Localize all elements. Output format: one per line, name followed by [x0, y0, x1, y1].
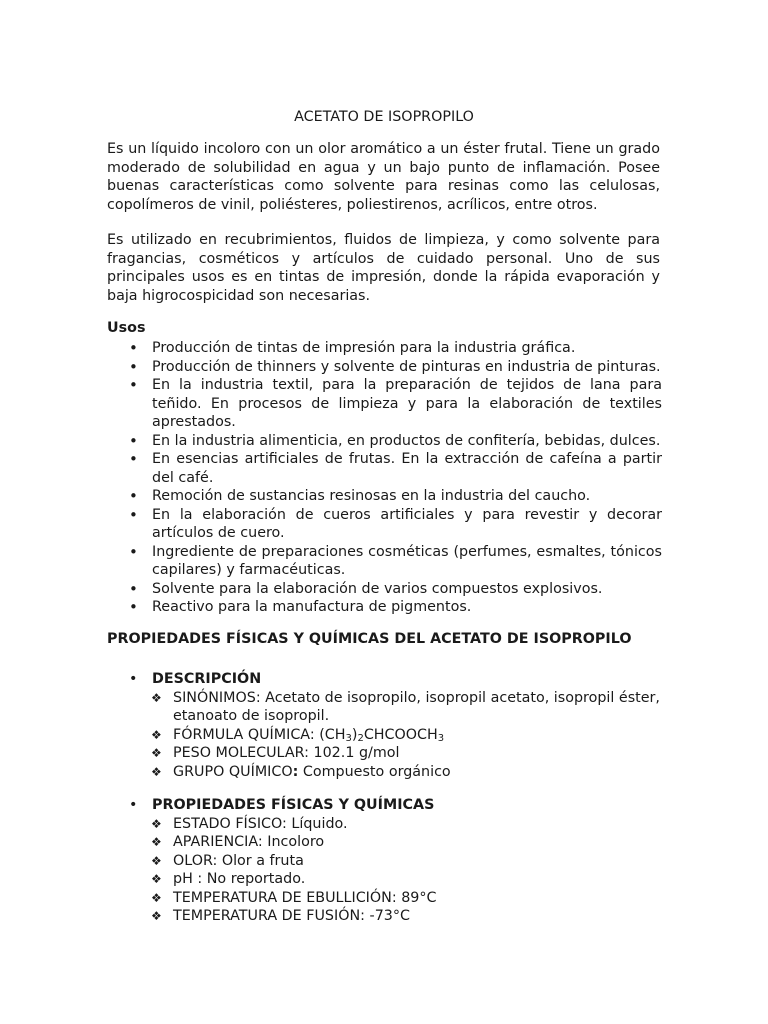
- list-item: • En la elaboración de cueros artificiales y para revestir y decorar artículos de cuero.: [107, 506, 662, 543]
- descripcion-title: • DESCRIPCIÓN: [107, 670, 662, 689]
- list-item: ❖ pH : No reportado.: [107, 870, 662, 889]
- formula-part: ): [351, 726, 358, 743]
- formula-item: [107, 726, 662, 745]
- list-item: • Remoción de sustancias resinosas en la industria del caucho.: [107, 487, 662, 506]
- fisicas-title: • PROPIEDADES FÍSICAS Y QUÍMICAS: [107, 796, 662, 815]
- list-item: • Reactivo para la manufactura de pigmentos.: [107, 598, 662, 617]
- formula-subscript: 2: [357, 732, 364, 744]
- intro-paragraph: Es un líquido incoloro con un olor aromático a un éster frutal. Tiene un grado moderado de solubilidad en agua y un bajo punto de inflamación. Posee buenas características como solvente para resinas como las celulosas, copolímeros de vinil, poliésteres, poliestirenos, acrílicos, entre otros.: [107, 141, 660, 213]
- formula-part: CHCOOCH: [363, 726, 438, 743]
- fisicas-list: [107, 815, 662, 926]
- formula-label: FÓRMULA QUÍMICA:: [173, 726, 320, 743]
- grupo-colon: :: [292, 763, 299, 780]
- grupo-label: GRUPO QUÍMICO: [173, 763, 293, 780]
- document-title: ACETATO DE ISOPROPILO: [294, 109, 474, 125]
- fisicas-section: [107, 796, 662, 926]
- list-item: • Producción de thinners y solvente de pinturas en industria de pinturas.: [107, 358, 662, 377]
- grupo-value: Compuesto orgánico: [298, 763, 451, 780]
- usage-paragraph: Es utilizado en recubrimientos, fluidos de limpieza, y como solvente para fragancias, cosméticos y artículos de cuidado personal. Uno de sus principales usos es en tintas de impresión, donde la rápida evaporación y baja higrocospicidad son necesarias.: [107, 232, 660, 304]
- list-item: • En esencias artificiales de frutas. En la extracción de cafeína a partir del café.: [107, 450, 662, 487]
- list-item: • Ingrediente de preparaciones cosméticas (perfumes, esmaltes, tónicos capilares) y farmacéuticas.: [107, 543, 662, 580]
- peso-item: ❖ PESO MOLECULAR: 102.1 g/mol: [107, 744, 662, 763]
- grupo-item: [107, 763, 662, 782]
- list-item: • En la industria alimenticia, en productos de confitería, bebidas, dulces.: [107, 432, 662, 451]
- sinonimos-item: ❖ SINÓNIMOS: Acetato de isopropilo, isopropil acetato, isopropil éster, etanoato de isopropil.: [107, 689, 662, 726]
- list-item: ❖ ESTADO FÍSICO: Líquido.: [107, 815, 662, 834]
- list-item: • Producción de tintas de impresión para la industria gráfica.: [107, 339, 662, 358]
- list-item: • Solvente para la elaboración de varios compuestos explosivos.: [107, 580, 662, 599]
- list-item: ❖ TEMPERATURA DE EBULLICIÓN: 89°C: [107, 889, 662, 908]
- descripcion-list: [107, 689, 662, 782]
- usos-heading: Usos: [107, 320, 146, 336]
- list-item: ❖ TEMPERATURA DE FUSIÓN: -73°C: [107, 907, 662, 926]
- usos-list: [107, 339, 662, 617]
- list-item: • En la industria textil, para la preparación de tejidos de lana para teñido. En procesos de limpieza y para la elaboración de textiles aprestados.: [107, 376, 662, 432]
- list-item: ❖ OLOR: Olor a fruta: [107, 852, 662, 871]
- descripcion-section: [107, 670, 662, 781]
- formula-subscript: 3: [345, 732, 352, 744]
- formula-subscript: 3: [437, 732, 445, 744]
- properties-heading: PROPIEDADES FÍSICAS Y QUÍMICAS DEL ACETATO DE ISOPROPILO: [107, 631, 632, 647]
- list-item: ❖ APARIENCIA: Incoloro: [107, 833, 662, 852]
- formula-part: (CH: [319, 726, 346, 743]
